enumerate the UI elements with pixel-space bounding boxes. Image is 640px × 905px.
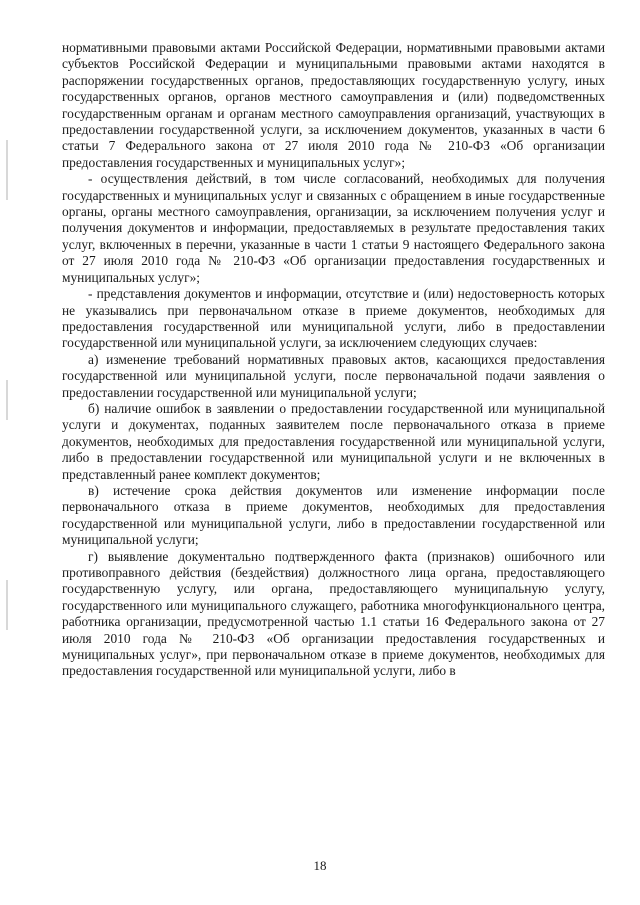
paragraph-item-documents: - представления документов и информации, отсутствие и (или) недостоверность которых не указывались при первоначальном отказе в приеме документов, необходимых для предоставления государственной или муниципальной услуги, либо в предоставлении государственной или муниципальной услуги, за исключением следующих случаев: <box>62 286 605 351</box>
page-number: 18 <box>313 858 327 873</box>
paragraph-item-actions: - осуществления действий, в том числе согласований, необходимых для получения государственных и муниципальных услуг и связанных с обращением в иные государственные органы, органы местного самоуправления, организации, за исключением получения услуг и получения документов и информации, предоставляемых в результате предоставления таких услуг, включенных в перечни, указанные в части 1 статьи 9 настоящего Федерального закона от 27 июля 2010 года № 210-ФЗ «Об организации предоставления государственных и муниципальных услуг»; <box>62 171 605 285</box>
scan-edge-mark <box>6 580 8 630</box>
scan-edge-mark <box>6 140 8 200</box>
scan-edge-mark <box>6 380 8 420</box>
paragraph-case-a: а) изменение требований нормативных правовых актов, касающихся предоставления государственной или муниципальной услуги, после первоначальной подачи заявления о предоставлении государственной или муниципальной услуги; <box>62 351 605 400</box>
paragraph-case-v: в) истечение срока действия документов или изменение информации после первоначального отказа в приеме документов, необходимых для предоставления государственной или муниципальной услуги, либо в предоставлении государственной или муниципальной услуги; <box>62 482 605 548</box>
paragraph-continuation: нормативными правовыми актами Российской Федерации, нормативными правовыми актами субъектов Российской Федерации и муниципальными правовыми актами находятся в распоряжении государственных органов, предоставляющих государственную услугу, иных государственных органов, органов местного самоуправления и (или) подведомственных государственным органам и органам местного самоуправления организаций, участвующих в предоставлении государственной услуги, за исключением документов, указанных в части 6 статьи 7 Федерального закона от 27 июля 2010 года № 210-ФЗ «Об организации предоставления государственных и муниципальных услуг»; <box>62 40 605 170</box>
document-body <box>62 40 605 680</box>
paragraph-case-g: г) выявление документально подтвержденного факта (признаков) ошибочного или противоправного действия (бездействия) должностного лица органа, предоставляющего государственную услугу, или органа, предоставляющего муниципальную услугу, государственного или муниципального служащего, работника многофункционального центра, работника организации, предусмотренной частью 1.1 статьи 16 Федерального закона от 27 июля 2010 года № 210-ФЗ «Об организации предоставления государственных и муниципальных услуг», при первоначальном отказе в приеме документов, необходимых для предоставления государственной или муниципальной услуги, либо в <box>62 548 605 679</box>
paragraph-case-b: б) наличие ошибок в заявлении о предоставлении государственной или муниципальной услуги и документах, поданных заявителем после первоначального отказа в приеме документов, необходимых для предоставления государственной или муниципальной услуги, либо в предоставлении государственной или муниципальной услуги и не включенных в представленный ранее комплект документов; <box>62 400 605 482</box>
